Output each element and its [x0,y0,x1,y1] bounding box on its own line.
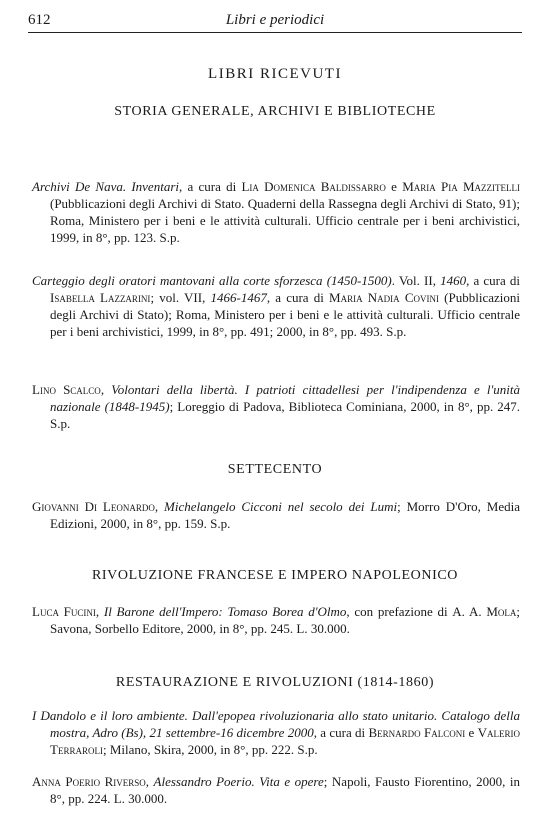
publication-details: ; Napoli, Fausto Fiorentino, 2000, in 8°, pp. 224. L. 30.000. [50,774,520,806]
section-heading-settecento: SETTECENTO [227,462,323,477]
author-name: Lino Scalco [32,382,101,397]
publication-details: ; Loreggio di Padova, Biblioteca Cominiana, 2000, in 8°, pp. 247. S.p. [50,399,520,431]
main-title: LIBRI RICEVUTI [208,66,342,82]
running-title: Libri e periodici [225,12,325,28]
entry-text: , [145,774,154,789]
book-title: Il Barone dell'Impero: Tomaso Borea d'Olmo [103,604,347,619]
volume-title: 1466-1467 [210,290,267,305]
book-title: Archivi De Nava. Inventari [32,179,179,194]
book-entry-cicconi [32,498,520,532]
publication-details: ; Morro D'Oro, Media Edizioni, 2000, in 8°, pp. 159. S.p. [50,499,521,531]
book-title: I Dandolo e il loro ambiente. Dall'epopea rivoluzionaria allo stato unitario. Catalogo della mostra, Adro (Bs), 21 settembre-16 dicembre 2000 [32,708,520,740]
page-number: 612 [28,12,51,28]
book-title: Alessandro Poerio. Vita e opere [153,774,324,789]
book-entry-carteggio [32,272,520,340]
book-title: Volontari della libertà. I patrioti cittadellesi per l'indipendenza e l'unità nazionale (1848-1945) [50,382,521,414]
editor-name: Maria Pia Mazzitelli [402,179,520,194]
entry-text: , con prefazione di [346,604,453,619]
editor-name: Isabella Lazzarini [50,290,151,305]
book-title: Michelangelo Cicconi nel secolo dei Lumi [164,499,398,514]
entry-text: e [465,725,478,740]
section-heading-rivoluzione: RIVOLUZIONE FRANCESE E IMPERO NAPOLEONICO [91,568,459,583]
entry-text: , a cura di [266,290,330,305]
entry-text: , a cura di [179,179,242,194]
book-title: Carteggio degli oratori mantovani alla corte sforzesca (1450-1500) [32,273,392,288]
entry-text: . Vol. II, [391,273,441,288]
book-entry-volontari [32,381,520,432]
book-entry-archivi-de-nava [32,178,520,246]
entry-text: , [100,382,112,397]
publication-details: ; Milano, Skira, 2000, in 8°, pp. 222. S.p. [102,742,318,757]
author-name: Anna Poerio Riverso [32,774,146,789]
book-entry-barone [32,603,520,637]
editor-name: Valerio Terraroli [50,725,520,757]
entry-text: , [154,499,164,514]
editor-name: Bernardo Falconi [368,725,466,740]
running-head [28,10,522,33]
author-name: Luca Fucini [32,604,96,619]
publication-details: ; Savona, Sorbello Editore, 2000, in 8°, pp. 245. L. 30.000. [50,604,520,636]
publication-details: (Pubblicazioni degli Archivi di Stato); Roma, Ministero per i beni e le attività culturali. Ufficio centrale per i beni archivistici, 1999, in 8°, pp. 491; 2000, in 8°, pp. 493. S.p. [50,290,520,339]
editor-name: Lia Domenica Baldissarro [241,179,386,194]
entry-text: , a cura di [466,273,520,288]
section-heading-storia: STORIA GENERALE, ARCHIVI E BIBLIOTECHE [114,104,436,119]
editor-name: Maria Nadia Covini [329,290,439,305]
entry-text: e [385,179,403,194]
preface-author: A. A. Mola [452,604,517,619]
book-entry-poerio [32,773,520,807]
entry-text: , a cura di [313,725,369,740]
entry-text: , [95,604,104,619]
volume-title: 1460 [440,273,467,288]
book-entry-dandolo [32,707,520,758]
entry-text: ; vol. VII, [150,290,211,305]
section-heading-restaurazione: RESTAURAZIONE E RIVOLUZIONI (1814-1860) [115,675,435,690]
publication-details: (Pubblicazioni degli Archivi di Stato. Quaderni della Rassegna degli Archivi di Stato, 91); Roma, Ministero per i beni e le attività culturali. Ufficio centrale per i beni archivistici, 1999, in 8°, pp. 123. S.p. [50,196,520,245]
author-name: Giovanni Di Leonardo [32,499,155,514]
